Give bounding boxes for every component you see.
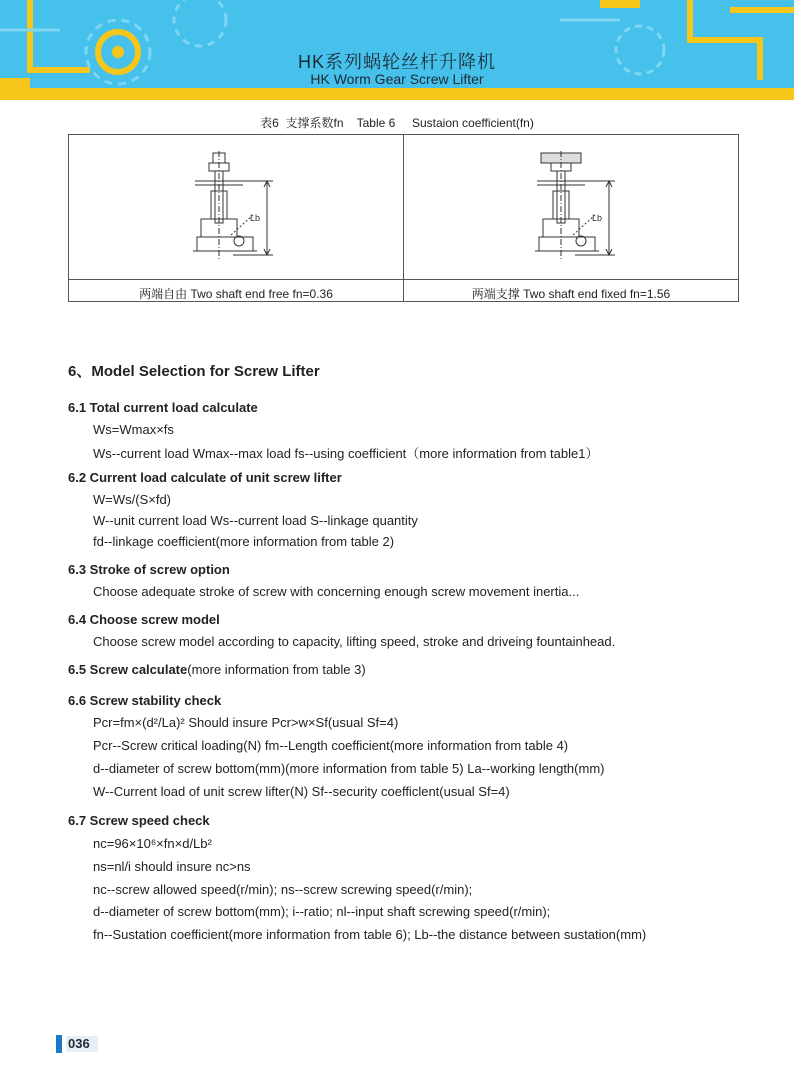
- text-line: Pcr--Screw critical loading(N) fm--Length coefficient(more information from table 4): [93, 738, 569, 753]
- page-header: [0, 0, 794, 100]
- text-line: fd--linkage coefficient(more information from table 2): [93, 534, 395, 549]
- screw-lifter-free-diagram: [187, 151, 367, 267]
- text-line: Ws--current load Wmax--max load fs--using coefficient（more information from table1）: [93, 446, 599, 461]
- heading-6-4: 6.4 Choose screw model: [68, 612, 220, 627]
- heading-6-6: 6.6 Screw stability check: [68, 693, 222, 708]
- header-title-en: HK Worm Gear Screw Lifter: [310, 71, 484, 87]
- text-line: fn--Sustation coefficient(more information from table 6); Lb--the distance between sustation(mm): [93, 927, 647, 942]
- text-line: d--diameter of screw bottom(mm); i--ratio; nl--input shaft screwing speed(r/min);: [93, 904, 551, 919]
- text-line: nc=96×10⁶×fn×d/Lb²: [93, 836, 212, 851]
- table-divider-horizontal: [69, 279, 738, 280]
- page-marker: [56, 1035, 62, 1053]
- heading-6-5-label: 6.5 Screw calculate: [68, 662, 188, 677]
- table-divider-vertical: [403, 135, 404, 301]
- heading-6-5: [68, 662, 366, 677]
- page-number: 036: [66, 1036, 98, 1052]
- text-line: Choose screw model according to capacity, lifting speed, stroke and driveing fountainhead.: [93, 634, 616, 649]
- heading-6-5-note: (more information from table 3): [187, 662, 366, 677]
- table6-left-caption: 两端自由 Two shaft end free fn=0.36: [139, 287, 333, 301]
- text-line: W--unit current load Ws--current load S--linkage quantity: [93, 513, 418, 528]
- text-line: Pcr=fm×(d²/La)² Should insure Pcr>w×Sf(usual Sf=4): [93, 715, 399, 730]
- heading-6-2: 6.2 Current load calculate of unit screw lifter: [68, 470, 342, 485]
- text-line: Ws=Wmax×fs: [93, 422, 174, 437]
- heading-6-7: 6.7 Screw speed check: [68, 813, 210, 828]
- dim-label: Lb: [592, 213, 603, 223]
- text-line: Choose adequate stroke of screw with concerning enough screw movement inertia...: [93, 584, 580, 599]
- heading-6-1: 6.1 Total current load calculate: [68, 400, 258, 415]
- header-title-cn: HK系列蜗轮丝杆升降机: [297, 52, 496, 72]
- header-stripe: [0, 88, 794, 100]
- heading-6-3: 6.3 Stroke of screw option: [68, 562, 230, 577]
- section-title: 6、Model Selection for Screw Lifter: [68, 363, 320, 380]
- text-line: W--Current load of unit screw lifter(N) Sf--security coefficlent(usual Sf=4): [93, 784, 510, 799]
- text-line: nc--screw allowed speed(r/min); ns--screw screwing speed(r/min);: [93, 882, 473, 897]
- screw-lifter-fixed-diagram: [529, 151, 709, 267]
- text-line: ns=nl/i should insure nc>ns: [93, 859, 251, 874]
- table6-right-caption: 两端支撑 Two shaft end fixed fn=1.56: [471, 287, 671, 301]
- text-line: W=Ws/(S×fd): [93, 492, 172, 507]
- table6-figure-table: [68, 134, 739, 302]
- text-line: d--diameter of screw bottom(mm)(more information from table 5) La--working length(mm): [93, 761, 605, 776]
- dim-label: Lb: [250, 213, 261, 223]
- table6-caption: 表6 支撑系数fn Table 6 Sustaion coefficient(fn): [260, 116, 534, 130]
